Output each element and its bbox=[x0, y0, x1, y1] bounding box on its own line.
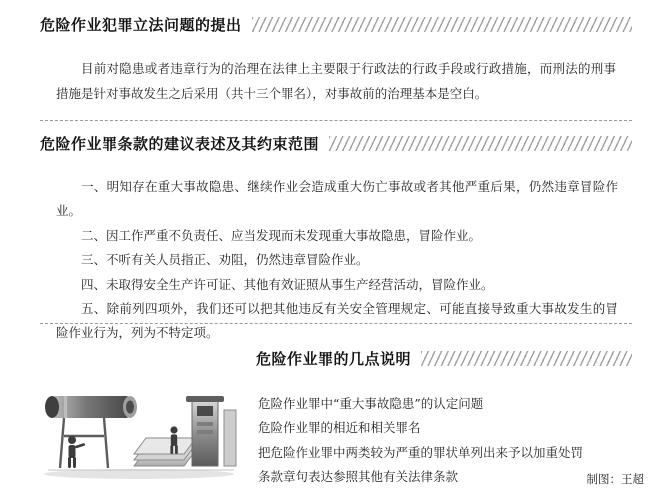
section-3-body bbox=[258, 392, 632, 490]
note-line: 危险作业罪的相近和相关罪名 bbox=[258, 420, 421, 436]
hatch-decoration-1 bbox=[252, 17, 632, 32]
list-item: 五、除前列四项外，我们还可以把其他违反有关安全管理规定、可能直接导致重大事故发生的冒险作业行为，列为不特定项。 bbox=[56, 300, 618, 341]
divider-2 bbox=[40, 323, 632, 324]
section-heading-1-text: 危险作业犯罪立法问题的提出 bbox=[40, 16, 242, 34]
list-item: 三、不听有关人员指正、劝阻，仍然违章冒险作业。 bbox=[81, 252, 369, 268]
list-item: 二、因工作严重不负责任、应当发现而未发现重大事故隐患，冒险作业。 bbox=[81, 227, 482, 243]
list-item: 四、未取得安全生产许可证、其他有效证照从事生产经营活动，冒险作业。 bbox=[81, 276, 494, 292]
note-line: 条款章句表达参照其他有关法律条款 bbox=[258, 469, 459, 485]
section-heading-3 bbox=[256, 348, 632, 369]
industrial-worker-illustration bbox=[34, 370, 244, 480]
note-line: 危险作业罪中“重大事故隐患”的认定问题 bbox=[258, 396, 484, 411]
section-heading-2 bbox=[40, 133, 632, 154]
note-line: 把危险作业罪中两类较为严重的罪状单列出来予以加重处罚 bbox=[258, 444, 584, 460]
section-heading-1 bbox=[40, 14, 632, 35]
section-1-body bbox=[56, 56, 616, 106]
list-item: 一、明知存在重大事故隐患、继续作业会造成重大伤亡事故或者其他严重后果，仍然违章冒险作业。 bbox=[56, 179, 618, 219]
section-1-paragraph: 目前对隐患或者违章行为的治理在法律上主要限于行政法的行政手段或行政措施，而刑法的刑事措施是针对事故发生之后采用（共十三个罪名），对事故前的治理基本是空白。 bbox=[56, 61, 616, 101]
hatch-decoration-3 bbox=[421, 351, 632, 366]
divider-1 bbox=[40, 120, 632, 121]
credit bbox=[587, 470, 645, 488]
credit-text: 制图：王超 bbox=[586, 472, 644, 486]
section-2-body bbox=[56, 175, 618, 346]
hatch-decoration-2 bbox=[329, 136, 632, 151]
section-heading-3-text: 危险作业罪的几点说明 bbox=[256, 350, 412, 368]
section-heading-2-text: 危险作业罪条款的建议表述及其约束范围 bbox=[40, 135, 320, 153]
